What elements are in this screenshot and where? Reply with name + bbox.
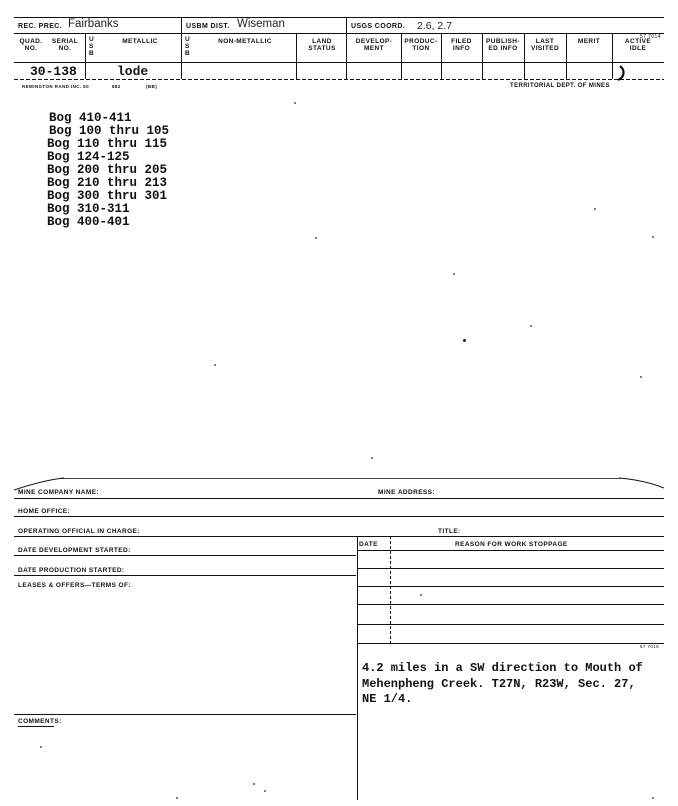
claim-item: Bog 124-125 bbox=[47, 150, 130, 164]
date-production-started-label: DATE PRODUCTION STARTED: bbox=[18, 567, 125, 574]
published-info-header: PUBLISH- ED INFO bbox=[486, 38, 520, 52]
code-b: (BB) bbox=[146, 84, 158, 89]
claim-item: Bog 310-311 bbox=[47, 202, 130, 216]
usbm-dist-label: USBM DIST. bbox=[186, 23, 230, 30]
back-form-number: 57 7015 bbox=[640, 644, 660, 649]
metallic-header: METALLIC bbox=[122, 38, 158, 45]
rec-prec-label: REC. PREC. bbox=[18, 23, 63, 30]
quad-no-header: QUAD. NO. bbox=[19, 38, 43, 52]
card-fold-curve bbox=[14, 474, 664, 492]
production-header: PRODUC- TION bbox=[404, 38, 438, 52]
row-bottom-rule bbox=[14, 79, 664, 80]
serial-no-header: SERIAL NO. bbox=[51, 38, 79, 52]
mine-company-name-label: MINE COMPANY NAME: bbox=[18, 489, 99, 496]
location-note: 4.2 miles in a SW direction to Mouth of Mehenpheng Creek. T27N, R23W, Sec. 27, NE 1/4. bbox=[362, 661, 643, 706]
claim-item: Bog 400-401 bbox=[47, 215, 130, 229]
operating-official-label: OPERATING OFFICIAL IN CHARGE: bbox=[18, 528, 140, 535]
filed-info-header: FILED INFO bbox=[451, 38, 472, 52]
department-name: TERRITORIAL DEPT. OF MINES bbox=[510, 83, 610, 89]
active-idle-header: ACTIVE IDLE bbox=[624, 38, 652, 52]
comments-label: COMMENTS: bbox=[18, 718, 62, 725]
claim-item: Bog 300 thru 301 bbox=[47, 189, 168, 203]
mine-address-label: MINE ADDRESS: bbox=[378, 489, 435, 496]
home-office-label: HOME OFFICE: bbox=[18, 508, 71, 515]
usgs-coord-value: 2.6, 2.7 bbox=[417, 20, 453, 32]
date-column-header: DATE bbox=[359, 541, 378, 548]
code-a: 882 bbox=[112, 84, 121, 89]
claim-item: Bog 410-411 bbox=[49, 111, 132, 125]
claim-item: Bog 100 thru 105 bbox=[49, 124, 170, 138]
usgs-coord-label: USGS COORD. bbox=[351, 23, 406, 30]
deposit-type-value: lode bbox=[117, 64, 149, 79]
claim-item: Bog 110 thru 115 bbox=[47, 137, 168, 151]
reason-column-header: REASON FOR WORK STOPPAGE bbox=[455, 541, 568, 548]
leases-offers-label: LEASES & OFFERS—TERMS OF: bbox=[18, 582, 131, 589]
usbm-letters-metallic: U S B bbox=[89, 36, 95, 57]
last-visited-header: LAST VISITED bbox=[530, 38, 560, 52]
land-status-header: LAND STATUS bbox=[308, 38, 336, 52]
active-mark-icon bbox=[612, 64, 628, 84]
printer-mark: REMINGTON RAND INC. 50 bbox=[22, 84, 89, 89]
usbm-dist-value: Wiseman bbox=[237, 18, 285, 30]
rec-prec-value: Fairbanks bbox=[68, 18, 119, 30]
merit-header: MERIT bbox=[577, 38, 601, 45]
date-development-started-label: DATE DEVELOPMENT STARTED: bbox=[18, 547, 131, 554]
development-header: DEVELOP- MENT bbox=[355, 38, 393, 52]
usbm-letters-nonmetallic: U S B bbox=[185, 36, 191, 57]
form-number: 57 7014 bbox=[640, 34, 661, 40]
non-metallic-header: NON-METALLIC bbox=[218, 38, 272, 45]
serial-value: 30-138 bbox=[30, 64, 77, 79]
claim-item: Bog 200 thru 205 bbox=[47, 163, 168, 177]
title-label: TITLE: bbox=[438, 528, 461, 535]
claim-item: Bog 210 thru 213 bbox=[47, 176, 168, 190]
